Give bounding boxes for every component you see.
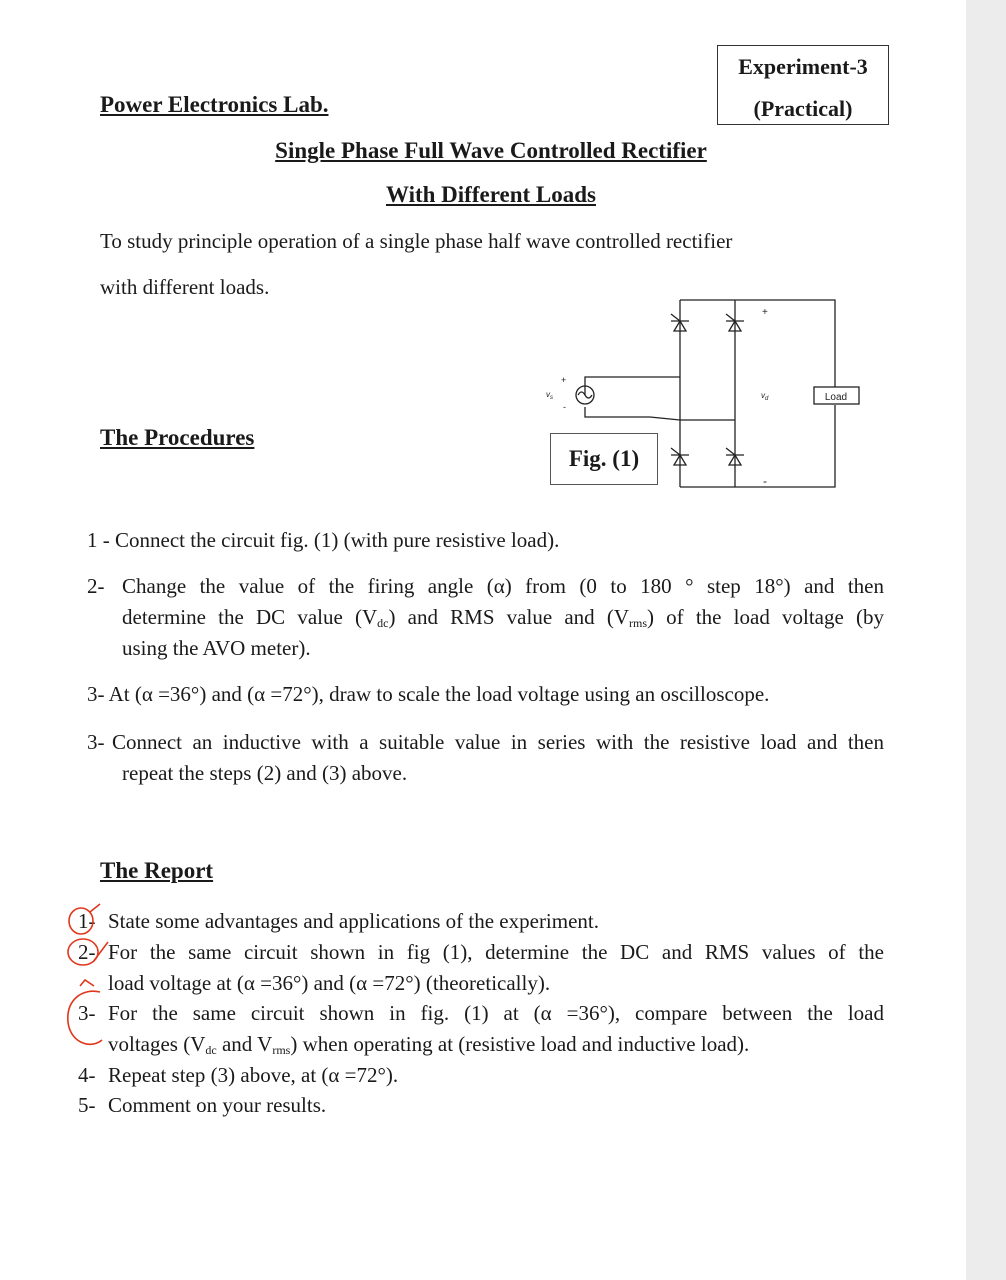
output-plus-sign: +: [762, 307, 768, 318]
procedure-step-2: Change the value of the firing angle (α) from (0 to 180 ° step 18°) and then determine the DC value $(V_{dc})$ and RMS value and $(V_{rms})$ of the load voltage (by using the AVO meter).: [122, 574, 884, 660]
source-minus-sign: -: [563, 402, 566, 412]
source-voltage-label: $v_s$: [546, 390, 553, 401]
experiment-number: Experiment-3: [738, 54, 868, 79]
report-item-1: State some advantages and applications of the experiment.: [108, 909, 600, 933]
procedure-step-3: 3- At (α =36°) and (α =72°), draw to scale the load voltage using an oscilloscope.: [87, 682, 770, 706]
check-mark-item-1: [90, 904, 100, 912]
report-item-3: For the same circuit shown in fig. (1) at (α =36°), compare between the load voltages ($V_{dc}$ and $V_{rms}$) when operating at (resistive load and inductive load).: [108, 1001, 884, 1057]
report-item-4: Repeat step (3) above, at (α =72°).: [108, 1063, 399, 1087]
source-top-wire: [585, 377, 680, 395]
source-bottom-wire: [585, 407, 735, 420]
report-item-2-number: 2-: [78, 940, 96, 964]
report-item-3-number: 3-: [78, 1001, 96, 1025]
circle-mark-item-1: [69, 908, 93, 934]
bridge-top-wire: [680, 300, 835, 390]
procedure-step-4: Connect an inductive with a suitable value in series with the resistive load and then repeat the steps (2) and (3) above.: [112, 730, 884, 785]
lab-title: Power Electronics Lab.: [100, 92, 329, 117]
source-plus-sign: +: [561, 375, 567, 385]
load-label: Load: [824, 392, 848, 403]
report-item-2: For the same circuit shown in fig (1), determine the DC and RMS values of the load voltage at (α =36°) and (α =72°) (theoretically).: [108, 940, 884, 995]
report-item-4-number: 4-: [78, 1063, 96, 1087]
figure-caption: Fig. (1): [550, 433, 658, 485]
procedures-heading: The Procedures: [100, 425, 255, 450]
objective-line-1: To study principle operation of a single phase half wave controlled rectifier: [100, 229, 733, 253]
page-subtitle: With Different Loads: [386, 182, 596, 207]
report-item-5: Comment on your results.: [108, 1093, 327, 1117]
report-item-1-number: 1-: [78, 909, 96, 933]
handwritten-annotations: [60, 900, 130, 1060]
procedure-step-1: 1 - Connect the circuit fig. (1) (with pure resistive load).: [87, 528, 560, 552]
bridge-bottom-wire: [680, 405, 835, 487]
report-item-5-number: 5-: [78, 1093, 96, 1117]
tick-mark-item-3: [80, 980, 94, 986]
experiment-type: (Practical): [753, 96, 853, 121]
circle-mark-item-3: [68, 991, 102, 1044]
objective-line-2: with different loads.: [100, 275, 270, 299]
output-minus-sign: -: [763, 474, 767, 488]
experiment-box: [717, 45, 889, 125]
report-heading: The Report: [100, 858, 214, 883]
output-voltage-label: $v_d$: [761, 391, 769, 402]
procedure-step-4-number: 3-: [87, 730, 105, 754]
procedure-step-2-number: 2-: [87, 574, 105, 598]
page-title: Single Phase Full Wave Controlled Rectifier: [275, 138, 707, 163]
